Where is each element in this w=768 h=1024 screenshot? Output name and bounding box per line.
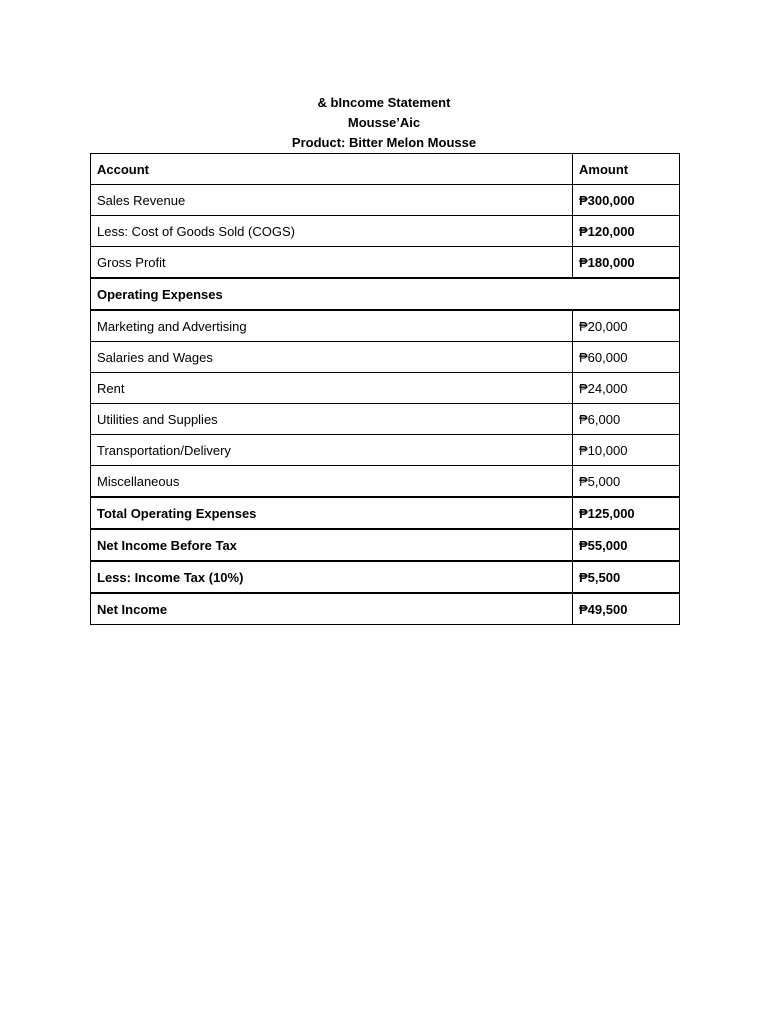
section-label: Operating Expenses <box>91 278 680 310</box>
account-cell: Less: Cost of Goods Sold (COGS) <box>91 216 573 247</box>
table-row <box>91 529 680 561</box>
account-cell: Net Income Before Tax <box>91 529 573 561</box>
account-cell: Gross Profit <box>91 247 573 279</box>
amount-cell: ₱125,000 <box>573 497 680 529</box>
amount-cell: ₱55,000 <box>573 529 680 561</box>
table-row <box>91 435 680 466</box>
amount-cell: ₱60,000 <box>573 342 680 373</box>
account-cell: Transportation/Delivery <box>91 435 573 466</box>
account-cell: Net Income <box>91 593 573 625</box>
amount-cell: ₱5,000 <box>573 466 680 498</box>
income-statement-body <box>91 154 680 625</box>
amount-cell: ₱5,500 <box>573 561 680 593</box>
account-cell: Total Operating Expenses <box>91 497 573 529</box>
account-cell: Marketing and Advertising <box>91 310 573 342</box>
amount-cell: ₱20,000 <box>573 310 680 342</box>
account-cell: Utilities and Supplies <box>91 404 573 435</box>
account-cell: Less: Income Tax (10%) <box>91 561 573 593</box>
account-cell: Miscellaneous <box>91 466 573 498</box>
table-row <box>91 278 680 310</box>
table-header-row <box>91 154 680 185</box>
account-cell: Sales Revenue <box>91 185 573 216</box>
table-row <box>91 373 680 404</box>
table-row <box>91 216 680 247</box>
table-row <box>91 466 680 498</box>
account-cell: Salaries and Wages <box>91 342 573 373</box>
table-row <box>91 185 680 216</box>
table-row <box>91 247 680 279</box>
amount-cell: ₱120,000 <box>573 216 680 247</box>
column-header-account: Account <box>91 154 573 185</box>
amount-cell: ₱10,000 <box>573 435 680 466</box>
table-row <box>91 342 680 373</box>
amount-cell: ₱180,000 <box>573 247 680 279</box>
account-cell: Rent <box>91 373 573 404</box>
table-row <box>91 561 680 593</box>
amount-cell: ₱6,000 <box>573 404 680 435</box>
income-statement-table <box>90 153 680 625</box>
amount-cell: ₱24,000 <box>573 373 680 404</box>
statement-title: & bIncome Statement <box>317 95 451 110</box>
table-row <box>91 593 680 625</box>
column-header-amount: Amount <box>573 154 680 185</box>
amount-cell: ₱49,500 <box>573 593 680 625</box>
amount-cell: ₱300,000 <box>573 185 680 216</box>
company-name: Mousse’Aic <box>347 115 421 130</box>
product-name: Product: Bitter Melon Mousse <box>291 135 477 150</box>
table-row <box>91 497 680 529</box>
table-row <box>91 310 680 342</box>
document-header <box>0 93 768 153</box>
table-row <box>91 404 680 435</box>
